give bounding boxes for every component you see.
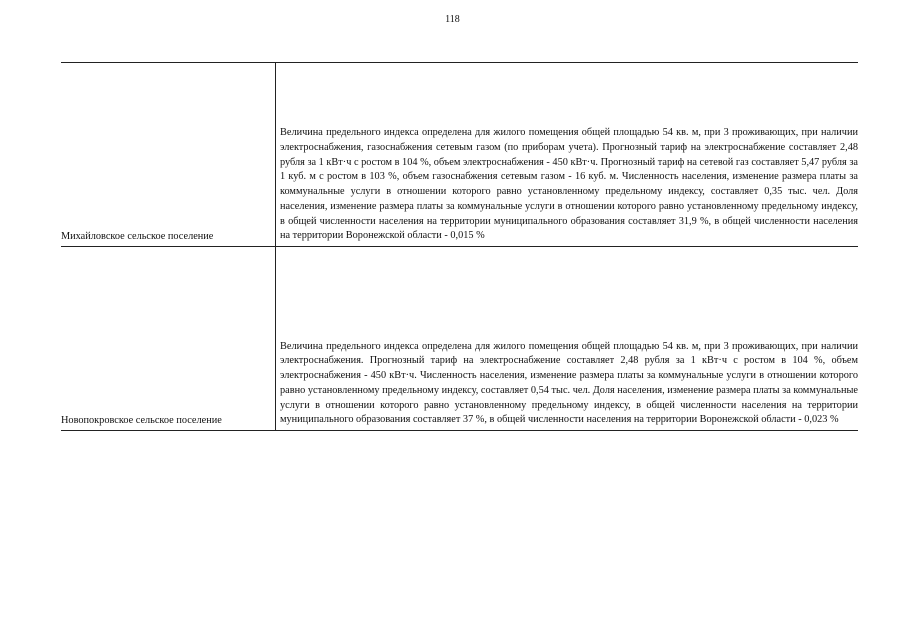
table-row — [61, 63, 858, 247]
table-row — [61, 247, 858, 431]
settlement-name: Михайловское сельское поселение — [61, 63, 276, 247]
settlement-description: Величина предельного индекса определена для жилого помещения общей площадью 54 кв. м, при 3 проживающих, при наличии электроснабжения. Прогнозный тариф на электроснабжение составляет 2,48 рубля за 1 кВт·ч с ростом в 104 %, объем электроснабжения - 450 кВт·ч. Численность населения, изменение размера платы за коммунальные услуги в отношении которого равно установленному предельному индексу, составляет 0,54 тыс. чел. Доля населения, изменение размера платы за коммунальные услуги в отношении которого равно установленному предельному индексу, в общей численности населения на территории муниципального образования составляет 37 %, в общей численности населения на территории Воронежской области - 0,023 % — [280, 340, 858, 426]
settlements-table — [61, 62, 858, 431]
page-number: 118 — [445, 14, 460, 25]
settlement-name: Новопокровское сельское поселение — [61, 247, 276, 431]
settlement-description: Величина предельного индекса определена для жилого помещения общей площадью 54 кв. м, при 3 проживающих, при наличии электроснабжения, газоснабжения сетевым газом (по приборам учета). Прогнозный тариф на электроснабжение составляет 2,48 рубля за 1 кВт·ч с ростом в 104 %, объем электроснабжения - 450 кВт·ч. Прогнозный тариф на сетевой газ составляет 5,47 рубля за 1 куб. м с ростом в 103 %, объем газоснабжения сетевым газом - 16 куб. м. Численность населения, изменение размера платы за коммунальные услуги в отношении которого равно установленному предельному индексу, составляет 0,35 тыс. чел. Доля населения, изменение размера платы за коммунальные услуги в отношении которого равно установленному предельному индексу, в общей численности населения на территории муниципального образования составляет 31,9 %, в общей численности населения на территории Воронежской области - 0,015 % — [280, 127, 858, 242]
